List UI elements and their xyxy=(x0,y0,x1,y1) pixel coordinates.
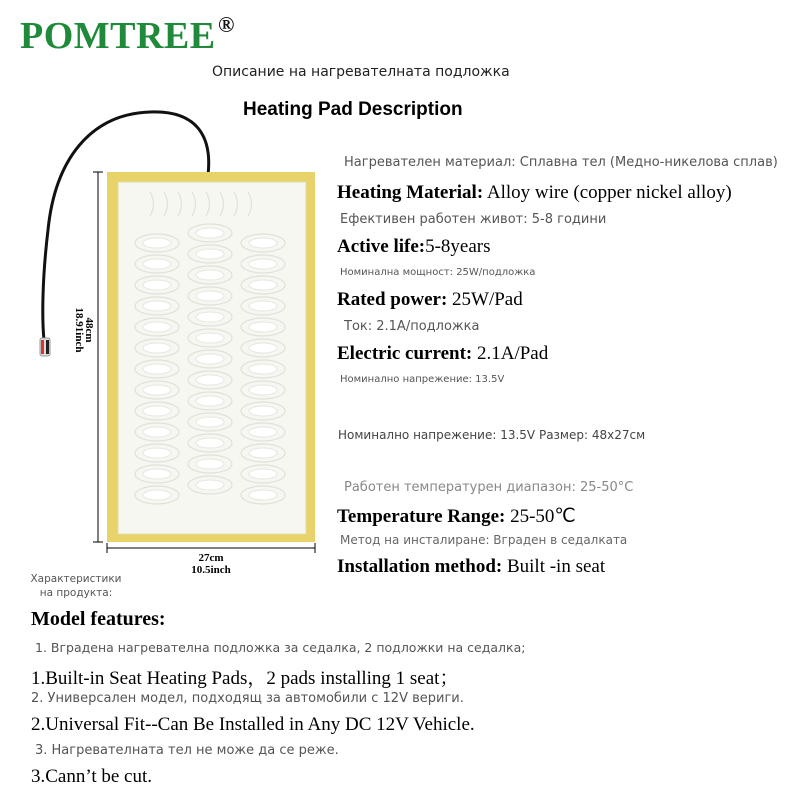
pad-vent-hole xyxy=(196,417,224,427)
pad-vent-hole xyxy=(143,322,171,332)
pad-vent-hole xyxy=(249,301,277,311)
feature-1: 1.Built-in Seat Heating Pads，2 pads installing 1 seat； xyxy=(31,668,459,689)
current-bg: Ток: 2.1A/подложка xyxy=(344,319,480,334)
pad-vent-hole xyxy=(249,364,277,374)
pad-vent-hole xyxy=(143,385,171,395)
voltage-size-bg: Номинално напрежение: 13.5V Размер: 48x27см xyxy=(338,428,646,442)
pad-vent-hole xyxy=(196,333,224,343)
pad-vent-hole xyxy=(143,427,171,437)
pad-vent-hole xyxy=(196,438,224,448)
page-title: Heating Pad Description xyxy=(243,99,463,120)
pad-vent-hole xyxy=(143,364,171,374)
spec-temp xyxy=(337,505,576,528)
spec-power xyxy=(337,289,523,311)
pad-vent-hole xyxy=(196,291,224,301)
pad-vent-hole xyxy=(196,396,224,406)
pad-vent-hole xyxy=(249,259,277,269)
current-value: 2.1A/Pad xyxy=(472,343,549,364)
temp-value: 25-50℃ xyxy=(505,506,576,527)
pad-vent-hole xyxy=(143,490,171,500)
pad-vent-hole xyxy=(196,270,224,280)
pad-vent-hole xyxy=(143,448,171,458)
pad-vent-hole xyxy=(249,427,277,437)
feature-3: 3.Cann’t be cut. xyxy=(31,766,153,787)
spec-install xyxy=(337,556,605,578)
pad-vent-hole xyxy=(196,249,224,259)
pad-vent-hole xyxy=(249,448,277,458)
power-label: Rated power: xyxy=(337,289,448,310)
brand-logo: POMTREE xyxy=(20,15,216,57)
install-label: Installation method: xyxy=(337,556,503,577)
power-value: 25W/Pad xyxy=(447,289,523,310)
width-label-inch: 10.5inch xyxy=(191,564,231,576)
width-label-cm: 27cm xyxy=(198,552,224,564)
feature-2-bg: 2. Универсален модел, подходящ за автомобили с 12V вериги. xyxy=(31,691,464,706)
pad-vent-hole xyxy=(143,259,171,269)
current-label: Electric current: xyxy=(337,343,473,364)
pad-vent-hole xyxy=(249,385,277,395)
install-value: Built -in seat xyxy=(502,556,606,577)
pad-vent-hole xyxy=(249,406,277,416)
pad-vent-hole xyxy=(249,238,277,248)
pad-vent-hole xyxy=(143,280,171,290)
pad-vent-hole xyxy=(196,375,224,385)
registered-mark: ® xyxy=(218,12,235,37)
feature-1-bg: 1. Вградена нагревателна подложка за седалка, 2 подложки на седалка; xyxy=(35,640,526,655)
voltage-bg: Номинално напрежение: 13.5V xyxy=(340,374,505,385)
pad-vent-hole xyxy=(249,343,277,353)
pad-vent-hole xyxy=(196,480,224,490)
pad-vent-hole xyxy=(249,322,277,332)
material-bg: Нагревателен материал: Сплавна тел (Медно-никелова сплав) xyxy=(344,155,778,170)
pad-vent-hole xyxy=(143,406,171,416)
pad-vent-hole xyxy=(196,354,224,364)
material-label: Heating Material: xyxy=(337,182,484,203)
feature-3-bg: 3. Нагревателната тел не може да се реже. xyxy=(35,743,339,758)
height-label-inch: 18.91inch xyxy=(73,307,85,353)
spec-current xyxy=(337,343,548,365)
spec-life xyxy=(337,236,491,258)
pad-vent-hole xyxy=(143,343,171,353)
heating-pad-illustration xyxy=(0,0,330,600)
product-characteristics-bg: Характеристики на продукта: xyxy=(30,573,122,599)
pad-vent-hole xyxy=(249,280,277,290)
life-bg: Ефективен работен живот: 5-8 години xyxy=(340,212,607,227)
pad-vent-hole xyxy=(196,312,224,322)
pad-vent-hole xyxy=(196,228,224,238)
pad-vent-hole xyxy=(196,459,224,469)
material-value: Alloy wire (copper nickel alloy) xyxy=(483,182,732,203)
life-label: Active life: xyxy=(337,236,426,257)
height-label-cm: 48cm xyxy=(83,317,95,343)
subtitle-bulgarian: Описание на нагревателната подложка xyxy=(212,64,510,80)
pad-vent-hole xyxy=(143,469,171,479)
feature-2: 2.Universal Fit--Can Be Installed in Any DC 12V Vehicle. xyxy=(31,714,475,735)
pad-vent-hole xyxy=(249,469,277,479)
spec-material xyxy=(337,182,732,204)
temp-bg: Работен температурен диапазон: 25-50°C xyxy=(344,480,634,495)
pad-vent-hole xyxy=(143,301,171,311)
pad-vent-hole xyxy=(249,490,277,500)
life-value: 5-8years xyxy=(425,236,491,257)
model-features-heading: Model features: xyxy=(31,608,166,630)
temp-label: Temperature Range: xyxy=(337,506,506,527)
pad-vent-hole xyxy=(143,238,171,248)
install-bg: Метод на инсталиране: Вграден в седалката xyxy=(340,533,628,547)
power-bg: Номинална мощност: 25W/подложка xyxy=(340,267,536,278)
